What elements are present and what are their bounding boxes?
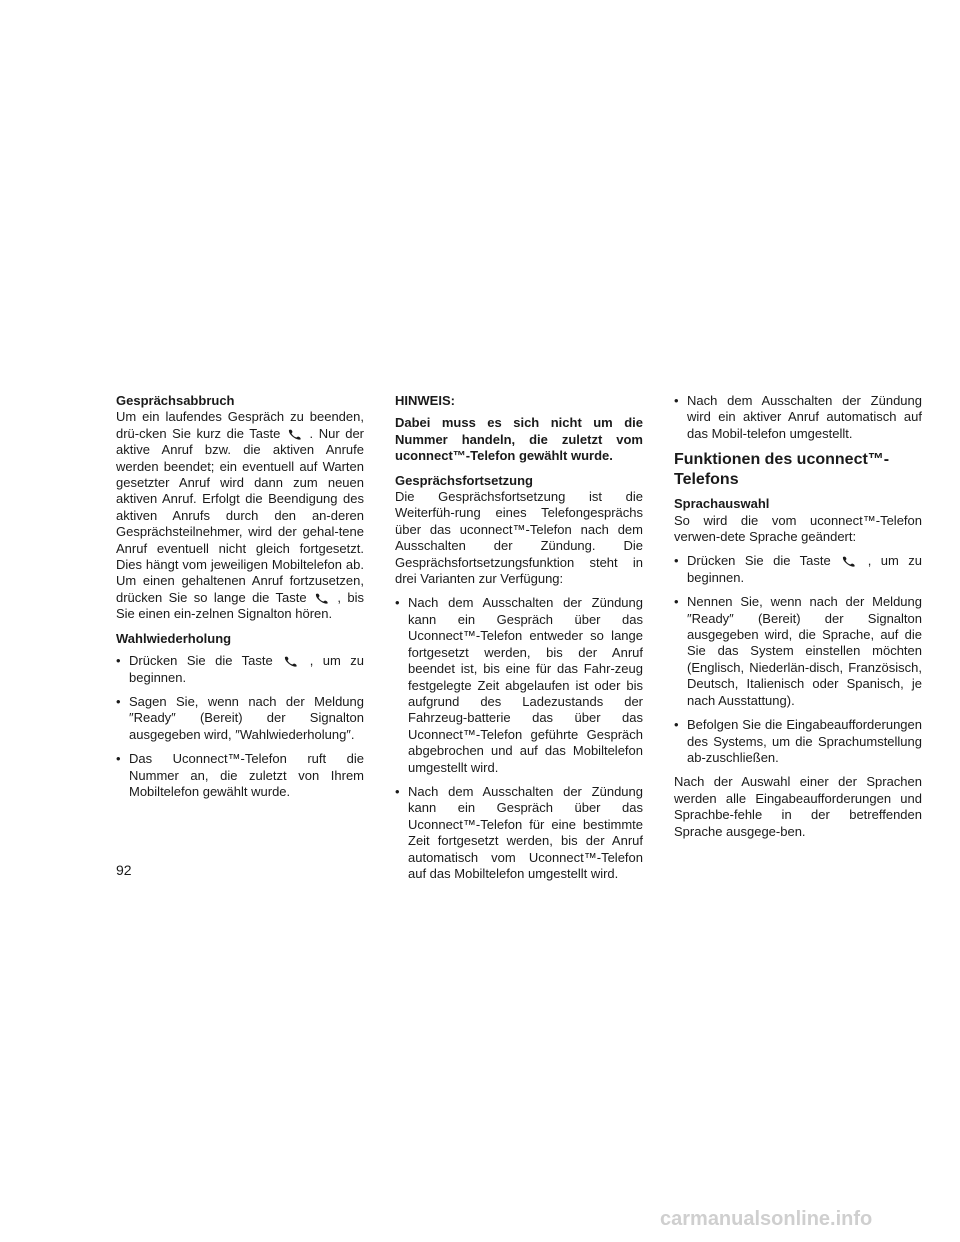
paragraph-sprachauswahl: So wird die vom uconnect™-Telefon verwen-dete Sprache geändert: (674, 512, 922, 545)
heading-gespraechsabbruch: Gesprächsabbruch (116, 393, 235, 408)
column-left (116, 393, 364, 808)
paragraph-gespraechsfortsetzung: Die Gesprächsfortsetzung ist die Weiterfüh-rung eines Telefongesprächs über das uconnect™-Telefon nach dem Ausschalten der Zündung. Die Gesprächsfortsetzungsfunktion steht in drei Varianten zur Verfügung: (395, 489, 643, 587)
list-item: • Nach dem Ausschalten der Zündung kann ein Gespräch über das Uconnect™-Telefon für eine bestimmte Zeit fortgesetzt werden, bis der Anruf automatisch vom Uconnect™-Telefon auf das Mobiltelefon umgestellt wird. (395, 783, 643, 881)
list-item: • Sagen Sie, wenn nach der Meldung ″Ready″ (Bereit) der Signalton ausgegeben wird, ″Wahlwiederholung″. (116, 693, 364, 742)
column-middle (395, 393, 643, 890)
column-right (674, 393, 922, 848)
phone-icon (841, 555, 857, 567)
list-item: • Das Uconnect™-Telefon ruft die Nummer an, die zuletzt von Ihrem Mobiltelefon gewählt wurde. (116, 751, 364, 799)
list-item: • Nennen Sie, wenn nach der Meldung ″Ready″ (Bereit) der Signalton ausgegeben wird, die Sprache, auf die Sie das System einstellen möchten (Englisch, Niederlän-disch, Französisch, Deutsch, Italienisch oder Spanisch, je nach Ausstattung). (674, 594, 922, 708)
list-item: • Nach dem Ausschalten der Zündung wird ein aktiver Anruf automatisch auf das Mobil-telefon umgestellt. (674, 393, 922, 441)
list-item: • Befolgen Sie die Eingabeaufforderungen des Systems, um die Sprachumstellung ab-zuschließen. (674, 717, 922, 765)
list-gespraechsfortsetzung (395, 595, 643, 882)
note-label: HINWEIS: (395, 393, 455, 408)
page-number: 92 (116, 862, 132, 878)
list-item: • Drücken Sie die Taste , um zu beginnen. (674, 553, 922, 585)
paragraph-gespraechsabbruch: Um ein laufendes Gespräch zu beenden, drü-cken Sie kurz die Taste . Nur der aktive Anruf bzw. die aktiven Anrufe werden beendet; ein eventuell auf Warten gesetzter Anruf wird dann zum neuen aktiven Anruf. Erfolgt die Beendigung des aktiven Anrufs durch den an-deren Gesprächsteilnehmer, wird der gehal-tene Anruf eventuell nicht gleich fortgesetzt. Dies hängt vom jeweiligen Mobiltelefon ab. Um einen gehaltenen Anruf fortzusetzen, drücken Sie so lange die Taste , bis Sie einen ein-zelnen Signalton hören. (116, 409, 365, 622)
watermark: carmanualsonline.info (660, 1208, 873, 1230)
phone-icon (287, 428, 303, 440)
list-item: • Drücken Sie die Taste , um zu beginnen. (116, 653, 364, 685)
paragraph-closing: Nach der Auswahl einer der Sprachen werden alle Eingabeaufforderungen und Sprachbe-fehle in der betreffenden Sprache ausgege-ben. (674, 774, 922, 839)
heading-wahlwiederholung: Wahlwiederholung (116, 630, 232, 646)
list-wahlwiederholung (116, 653, 364, 800)
list-continued (674, 393, 922, 442)
section-heading-funktionen: Funktionen des uconnect™-Telefons (674, 451, 890, 489)
list-sprachauswahl (674, 553, 922, 766)
phone-icon (283, 655, 299, 667)
phone-icon (314, 592, 330, 604)
heading-sprachauswahl: Sprachauswahl (674, 496, 770, 512)
list-item: • Nach dem Ausschalten der Zündung kann ein Gespräch über das Uconnect™-Telefon entweder so lange fortgesetzt werden, bis der Anruf beendet ist, bis eine für das Fahr-zeug festgelegte Zeit abgelaufen ist oder bis aufgrund des Ladezustands der Fahrzeug-batterie das über das Uconnect™-Telefon geführte Gespräch abgebrochen und auf das Mobiltelefon umgestellt wird. (395, 595, 643, 775)
heading-gespraechsfortsetzung: Gesprächsfortsetzung (395, 472, 533, 488)
note-text: Dabei muss es sich nicht um die Nummer handeln, die zuletzt vom uconnect™-Telefon gewählt wurde. (395, 415, 643, 464)
